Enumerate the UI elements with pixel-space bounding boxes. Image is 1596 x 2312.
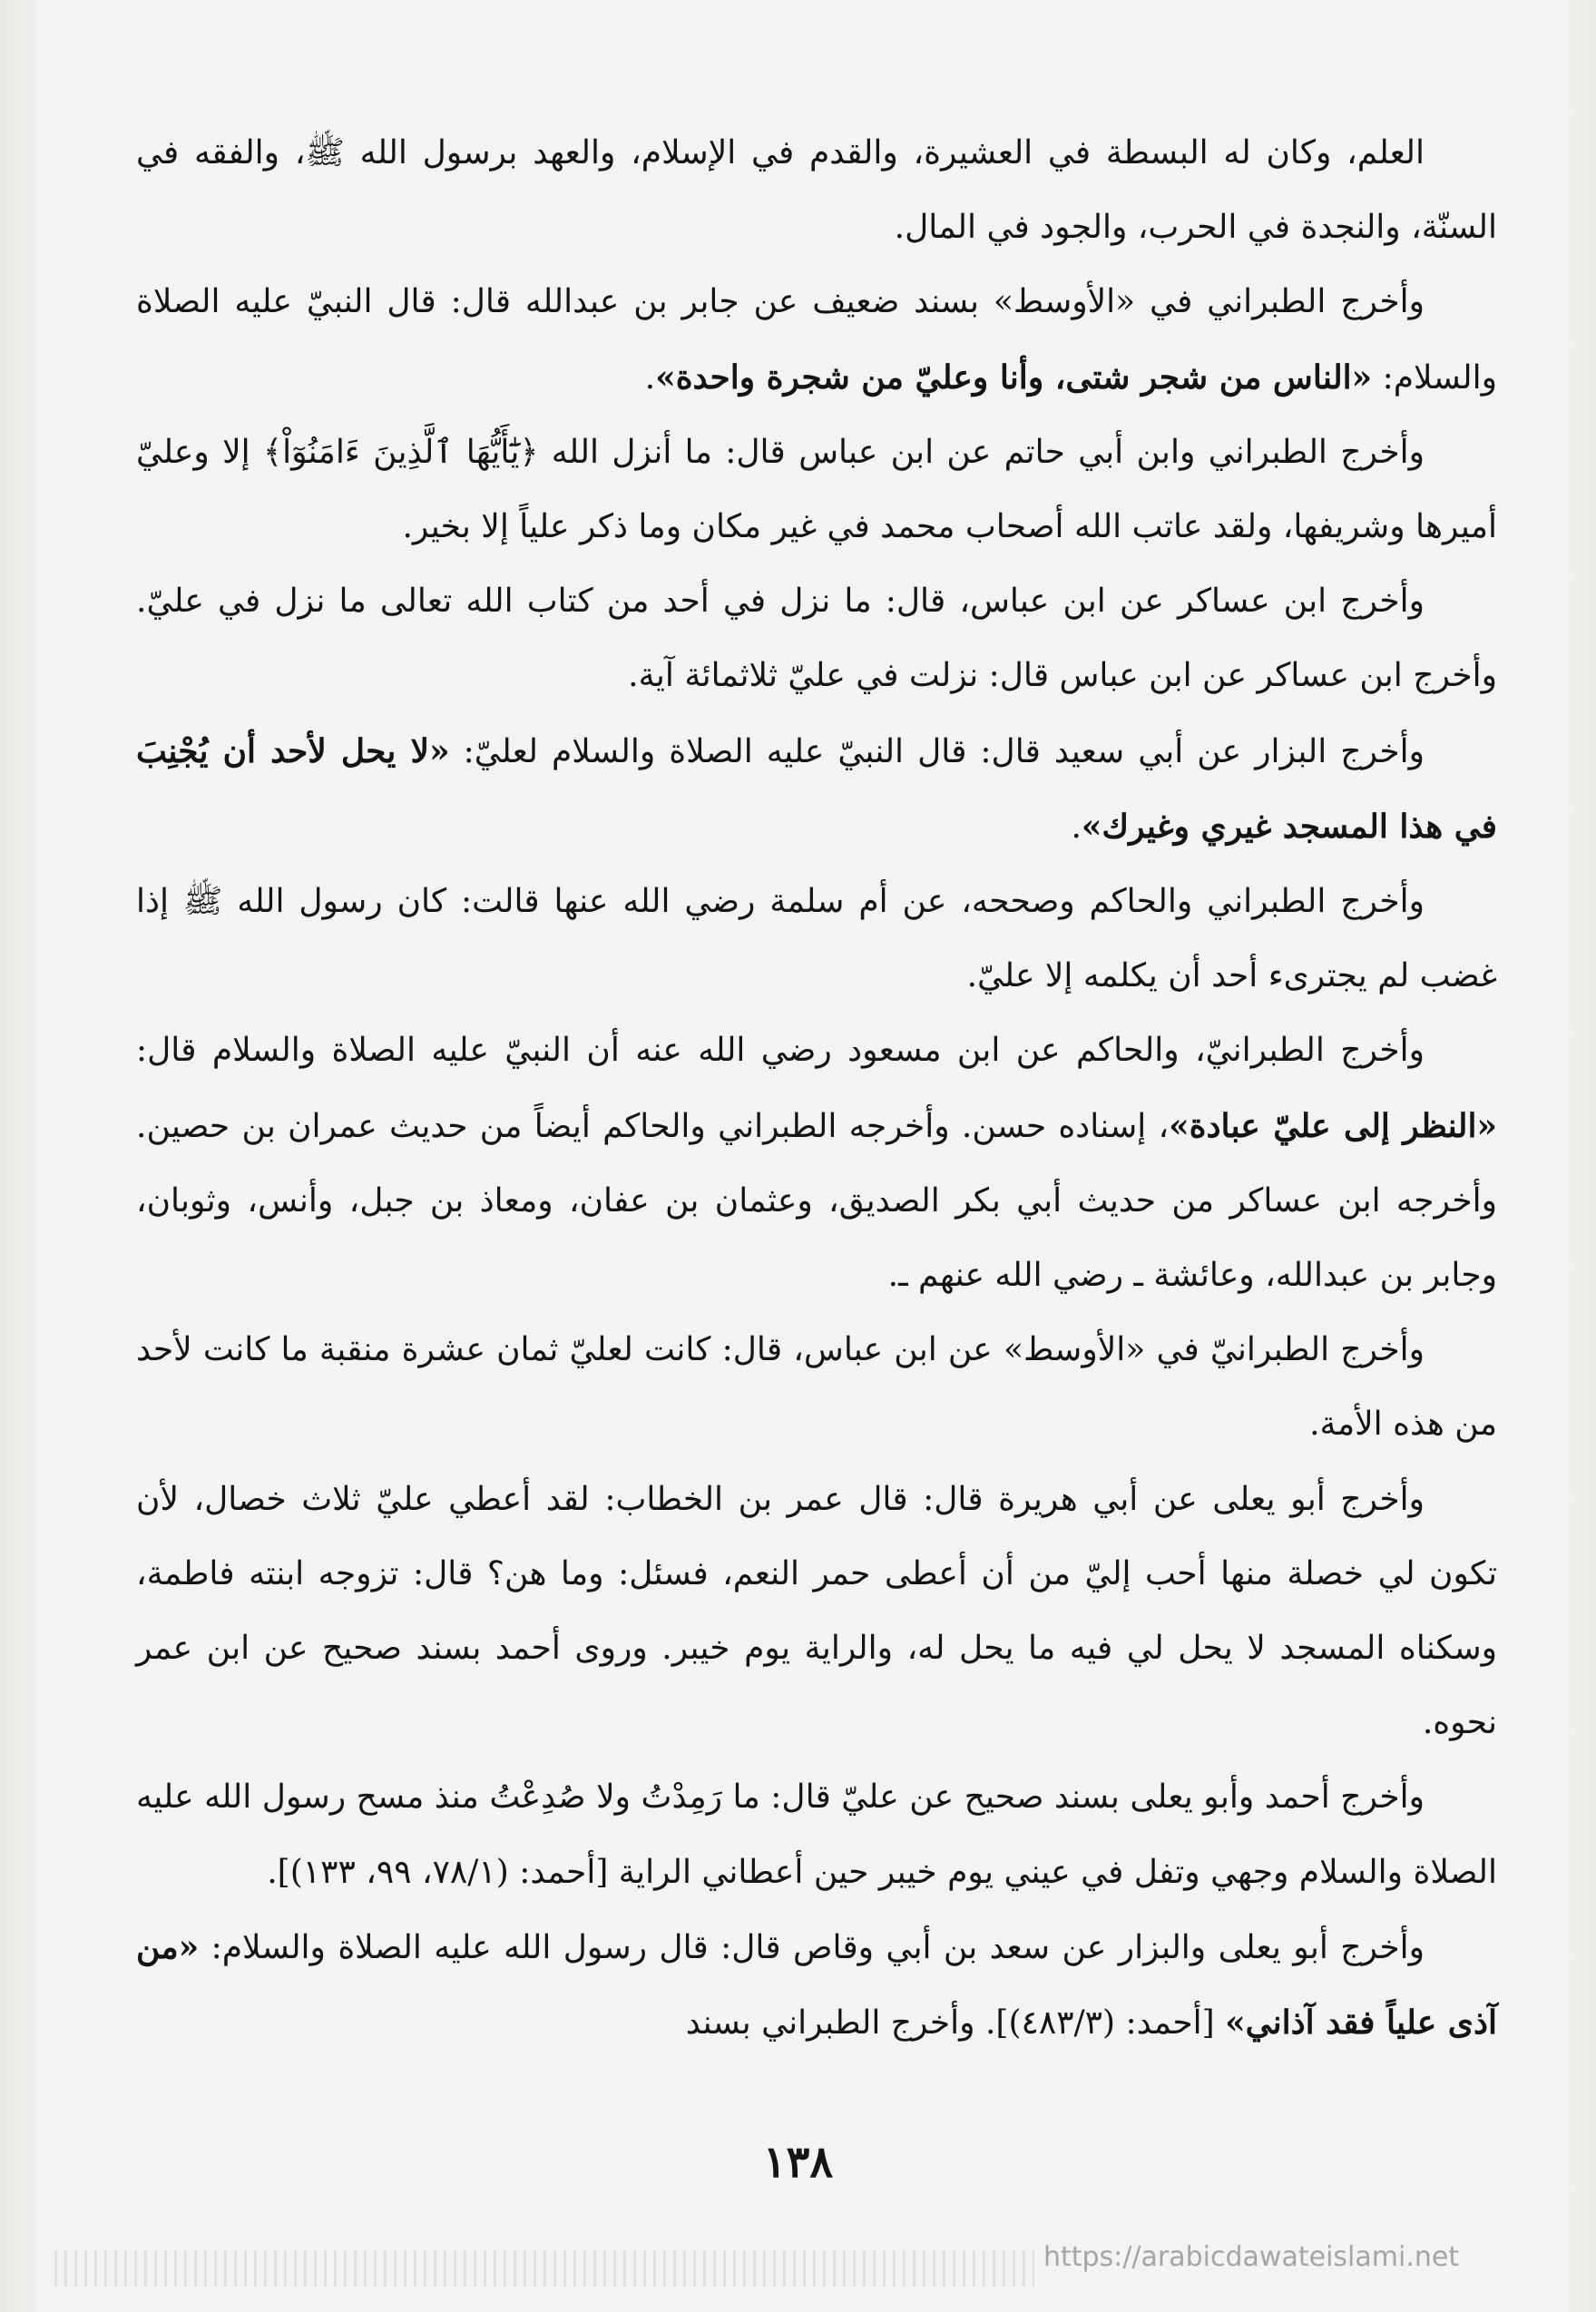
text-paragraph	[136, 1910, 1497, 2061]
text-segment: وأخرج الطبرانيّ في «الأوسط» عن ابن عباس، قال: كانت لعليّ ثمان عشرة منقبة ما كانت لأحد من هذه الأمة.	[136, 1331, 1497, 1444]
text-segment: وأخرج الطبرانيّ، والحاكم عن ابن مسعود رضي الله عنه أن النبيّ عليه الصلاة والسلام قال:	[136, 1032, 1425, 1070]
page-body-text	[136, 116, 1497, 2061]
text-segment: وأخرج ابن عساكر عن ابن عباس، قال: ما نزل في أحد من كتاب الله تعالى ما نزل في عليّ. وأخرج ابن عساكر عن ابن عباس قال: نزلت في عليّ ثلاثمائة آية.	[136, 583, 1497, 695]
watermark-url: https://arabicdawateislami.net	[1043, 2241, 1460, 2273]
hadith-quote: «من آذى علياً فقد آذاني»	[136, 1927, 1497, 2043]
text-paragraph	[136, 714, 1497, 865]
text-paragraph	[136, 1463, 1497, 1761]
text-paragraph	[136, 564, 1497, 713]
hadith-quote: «لا يحل لأحد أن يُجْنِبَ في هذا المسجد غيري وغيرك»	[136, 731, 1497, 846]
scan-edge-right	[1560, 0, 1596, 2312]
text-segment: وأخرج الطبراني وابن أبي حاتم عن ابن عباس قال: ما أنزل الله ﴿يَٰٓأَيُّهَا ٱلَّذِينَ ءَامَنُوٓاْ﴾ إلا وعليّ أميرها وشريفها، ولقد عاتب الله أصحاب محمد في غير مكان وما ذكر علياً إلا بخير.	[136, 433, 1497, 546]
text-segment: .	[1071, 808, 1082, 846]
text-segment: وأخرج أحمد وأبو يعلى بسند صحيح عن عليّ قال: ما رَمِدْتُ ولا صُدِعْتُ منذ مسح رسول الله عليه الصلاة والسلام وجهي وتفل في عيني يوم خيبر حين أعطاني الراية [أحمد: (٧٨/١، ٩٩، ١٣٣)].	[136, 1778, 1497, 1891]
scan-noise-strip	[54, 2250, 1034, 2287]
text-paragraph	[136, 416, 1497, 564]
text-paragraph	[136, 265, 1497, 415]
hadith-quote: «النظر إلى عليّ عبادة»	[1169, 1106, 1497, 1145]
text-paragraph	[136, 1313, 1497, 1462]
page-number: ١٣٨	[762, 2137, 834, 2188]
text-paragraph	[136, 865, 1497, 1014]
text-segment: وأخرج أبو يعلى عن أبي هريرة قال: قال عمر بن الخطاب: لقد أعطي عليّ ثلاث خصال، لأن تكون لي خصلة منها أحب إليّ من أن أعطى حمر النعم، فسئل: وما هن؟ قال: تزوجه ابنته فاطمة، وسكناه المسجد لا يحل لي فيه ما يحل له، والراية يوم خيبر. وروى أحمد بسند صحيح عن ابن عمر نحوه.	[136, 1480, 1497, 1742]
scan-edge-left	[0, 0, 45, 2312]
text-segment: ، إسناده حسن. وأخرجه الطبراني والحاكم أيضاً من حديث عمران بن حصين. وأخرجه ابن عساكر من حديث أبي بكر الصديق، وعثمان بن عفان، ومعاذ بن جبل، وأنس، وثوبان، وجابر بن عبدالله، وعائشة ـ رضي الله عنهم ـ.	[136, 1107, 1497, 1295]
text-paragraph	[136, 1760, 1497, 1909]
text-segment: وأخرج الطبراني في «الأوسط» بسند ضعيف عن جابر بن عبدالله قال: قال النبيّ عليه الصلاة والسلام:	[136, 283, 1497, 397]
hadith-quote: «الناس من شجر شتى، وأنا وعليّ من شجرة واحدة»	[655, 358, 1373, 397]
text-segment: وأخرج البزار عن أبي سعيد قال: قال النبيّ عليه الصلاة والسلام لعليّ:	[449, 732, 1425, 770]
text-segment: [أحمد: (٤٨٣/٣)]. وأخرج الطبراني بسند	[685, 2004, 1226, 2043]
text-paragraph	[136, 1014, 1497, 1313]
text-paragraph	[136, 116, 1497, 265]
text-segment: وأخرج أبو يعلى والبزار عن سعد بن أبي وقاص قال: قال رسول الله عليه الصلاة والسلام:	[199, 1928, 1425, 1966]
text-segment: العلم، وكان له البسطة في العشيرة، والقدم في الإسلام، والعهد برسول الله ﷺ، والفقه في السنّة، والنجدة في الحرب، والجود في المال.	[136, 134, 1497, 247]
text-segment: وأخرج الطبراني والحاكم وصححه، عن أم سلمة رضي الله عنها قالت: كان رسول الله ﷺ إذا غضب لم يجترىء أحد أن يكلمه إلا عليّ.	[136, 883, 1497, 995]
text-segment: .	[644, 358, 656, 397]
